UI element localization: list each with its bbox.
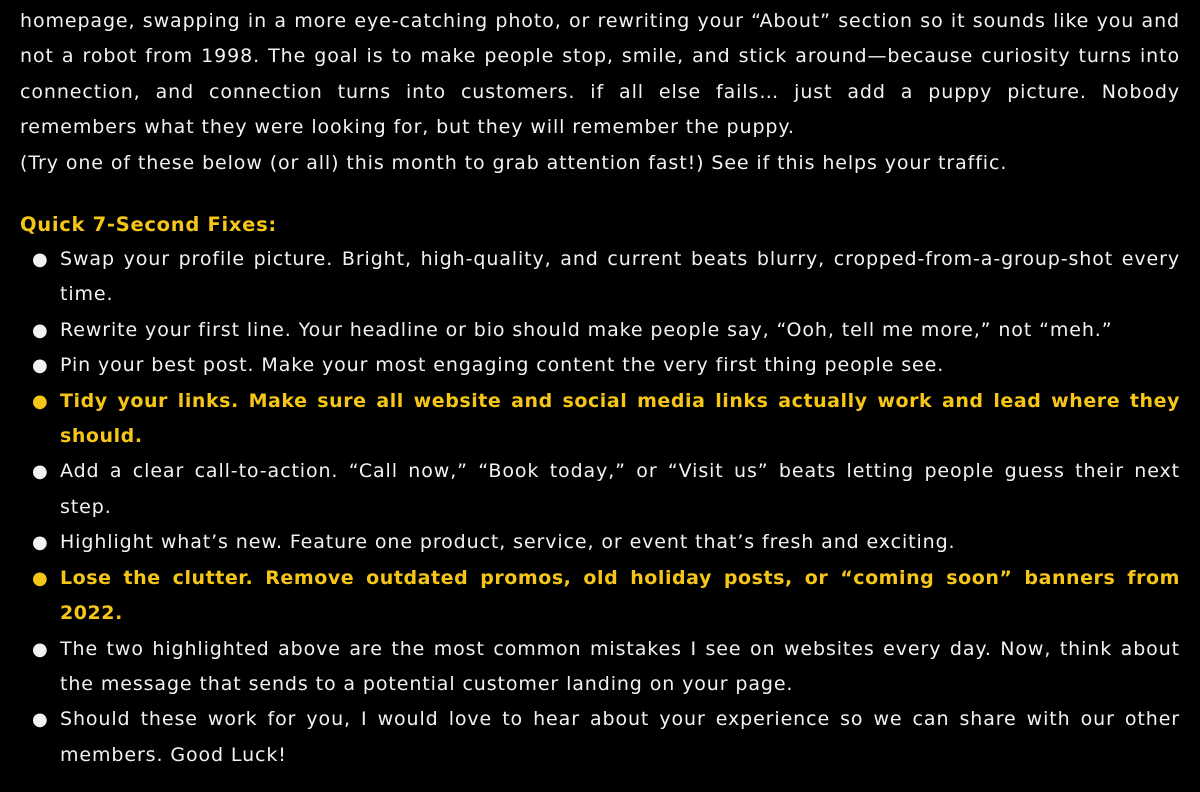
list-item-text: Pin your best post. Make your most engaging content the very first thing people see. <box>60 354 945 377</box>
list-item-text: Highlight what’s new. Feature one product, service, or event that’s fresh and exciting. <box>60 531 956 554</box>
fixes-list <box>20 242 1180 773</box>
list-item <box>20 348 1180 383</box>
bullet-icon: ● <box>32 709 49 731</box>
list-item <box>20 525 1180 560</box>
intro-call-to-action: (Try one of these below (or all) this month to grab attention fast!) See if this helps your traffic. <box>20 151 1008 174</box>
section-heading: Quick 7-Second Fixes: <box>20 213 277 237</box>
bullet-icon: ● <box>32 461 49 483</box>
list-item <box>20 561 1180 632</box>
list-item-text: Tidy your links. Make sure all website and social media links actually work and lead where they should. <box>60 389 1180 448</box>
list-item-text: Lose the clutter. Remove outdated promos, old holiday posts, or “coming soon” banners from 2022. <box>60 566 1180 625</box>
list-item <box>20 384 1180 455</box>
list-item <box>20 702 1180 773</box>
list-item-text: Should these work for you, I would love to hear about your experience so we can share with our other members. Good Luck! <box>60 708 1180 766</box>
intro-text: homepage, swapping in a more eye-catching photo, or rewriting your “About” section so it sounds like you and not a robot from 1998. The goal is to make people stop, smile, and stick around—because curiosity turns into connection, and connection turns into customers. if all else fails… just add a puppy picture. Nobody remembers what they were looking for, but they will remember the puppy. <box>20 10 1180 139</box>
list-item-text: Swap your profile picture. Bright, high-quality, and current beats blurry, cropped-from-a-group-shot every time. <box>60 248 1180 306</box>
intro-paragraph <box>20 4 1180 181</box>
bullet-icon: ● <box>32 319 49 341</box>
list-item <box>20 242 1180 313</box>
bullet-icon: ● <box>32 249 49 271</box>
bullet-icon: ● <box>32 567 49 589</box>
bullet-icon: ● <box>32 390 49 412</box>
bullet-icon: ● <box>32 532 49 554</box>
bullet-icon: ● <box>32 355 49 377</box>
list-item-text: Add a clear call-to-action. “Call now,” “Book today,” or “Visit us” beats letting people guess their next step. <box>60 460 1180 518</box>
list-item <box>20 454 1180 525</box>
list-item-text: Rewrite your first line. Your headline or bio should make people say, “Ooh, tell me more,” not “meh.” <box>60 318 1113 341</box>
list-item <box>20 632 1180 703</box>
bullet-icon: ● <box>32 638 49 660</box>
list-item-text: The two highlighted above are the most common mistakes I see on websites every day. Now, think about the message that sends to a potential customer landing on your page. <box>60 637 1180 695</box>
list-item <box>20 313 1180 348</box>
